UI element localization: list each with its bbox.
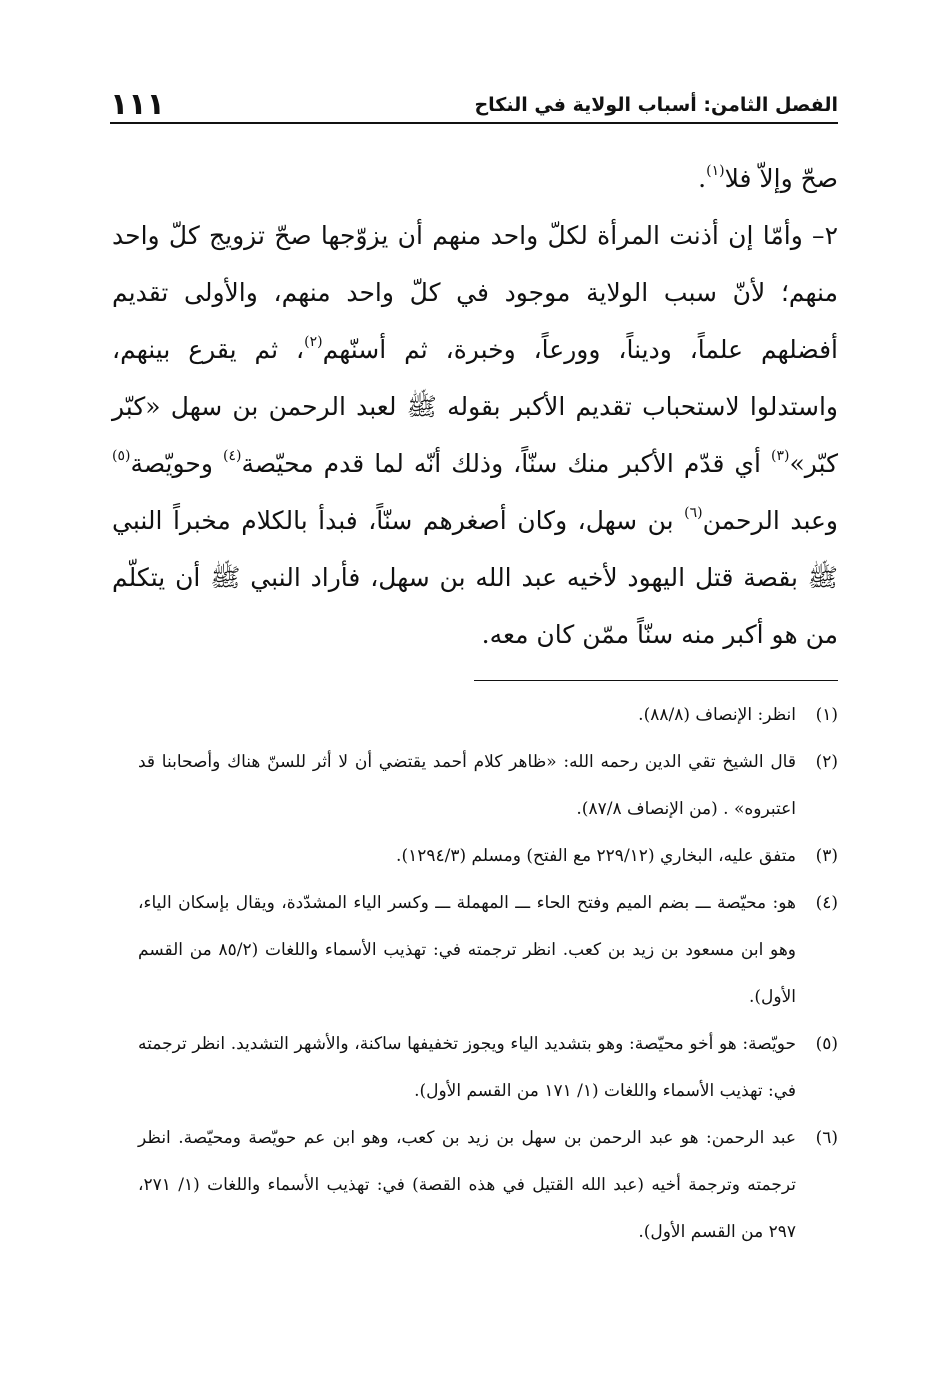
footnote-2 — [138, 739, 838, 833]
paragraph-2 — [112, 207, 838, 663]
page-number: ١١١ — [110, 87, 165, 122]
footnote-number: (٤) — [815, 893, 838, 913]
footnote-number: (٣) — [815, 846, 838, 866]
paragraph-2-part-e: وعبد الرحمن — [702, 506, 839, 535]
footnote-4 — [138, 880, 838, 1021]
footnotes — [138, 692, 838, 1256]
footnote-ref-6: (٦) — [684, 505, 703, 521]
footnote-text: قال الشيخ تقي الدين رحمه الله: «ظاهر كلام أحمد يقتضي أن لا أثر للسنّ هناك وأصحابنا قد اعتبروه» . (من الإنصاف ٨٧/٨). — [138, 752, 796, 819]
main-text — [112, 150, 838, 663]
footnote-text: حويّصة: هو أخو محيّصة: وهو بتشديد الياء ويجوز تخفيفها ساكنة، والأشهر التشديد. انظر ترجمته في: تهذيب الأسماء واللغات (١/ ١٧١ من القسم الأول). — [138, 1034, 796, 1101]
footnote-ref-1: (١) — [706, 163, 725, 179]
running-title: الفصل الثامن: أسباب الولاية في النكاح — [474, 94, 838, 116]
paragraph-2-part-f: بن سهل، وكان أصغرهم سنّاً، فبدأ بالكلام مخبراً النبي ﷺ بقصة قتل اليهود لأخيه عبد الله بن سهل، فأراد النبي ﷺ أن يتكلّم من هو أكبر منه سنّاً ممّن كان معه. — [112, 506, 838, 649]
footnote-text: متفق عليه، البخاري (٢٢٩/١٢ مع الفتح) ومسلم (١٢٩٤/٣). — [396, 846, 796, 866]
footnote-ref-2: (٢) — [304, 334, 323, 350]
paragraph-1 — [112, 150, 838, 207]
page-header — [110, 82, 838, 124]
footnote-number: (٦) — [815, 1128, 838, 1148]
paragraph-1-end: . — [698, 164, 707, 193]
paragraph-2-part-c: أي قدّم الأكبر منك سنّاً، وذلك أنّه لما قدم محيّصة — [241, 449, 771, 478]
footnote-text: هو: محيّصة ـــ بضم الميم وفتح الحاء ـــ المهملة ـــ وكسر الياء المشدّدة، ويقال بإسكان الياء، وهو ابن مسعود بن زيد بن كعب. انظر ترجمته في: تهذيب الأسماء واللغات (٨٥/٢ من القسم الأول). — [138, 893, 796, 1007]
footnote-1 — [138, 692, 838, 739]
footnote-3 — [138, 833, 838, 880]
paragraph-2-part-d: وحويّصة — [130, 449, 223, 478]
paragraph-2-part-a: ٢– وأمّا إن أذنت المرأة لكلّ واحد منهم أن يزوّجها صحّ تزويج كلّ واحد منهم؛ لأنّ سبب الولاية موجود في كلّ واحد منهم، والأولى تقديم أفضلهم علماً، وديناً، وورعاً، وخبرة، ثم أسنّهم — [112, 221, 838, 364]
footnote-ref-5: (٥) — [112, 448, 131, 464]
footnote-number: (١) — [815, 705, 838, 725]
footnote-number: (٥) — [815, 1034, 838, 1054]
footnote-5 — [138, 1021, 838, 1115]
footnote-ref-3: (٣) — [770, 448, 790, 464]
paragraph-1-text: صحّ وإلاّ فلا — [724, 164, 838, 193]
footnote-number: (٢) — [815, 752, 838, 772]
footnote-6 — [138, 1115, 838, 1256]
paragraph-2-part-b: ، ثم يقرع بينهم، واستدلوا لاستحباب تقديم الأكبر بقوله ﷺ لعبد الرحمن بن سهل «كبّر كبّر» — [112, 335, 838, 478]
footnote-text: عبد الرحمن: هو عبد الرحمن بن سهل بن زيد بن كعب، وهو ابن عم حويّصة ومحيّصة. انظر ترجمته وترجمة أخيه (عبد الله القتيل في هذه القصة) في: تهذيب الأسماء واللغات (١/ ٢٧١، ٢٩٧ من القسم الأول). — [138, 1128, 796, 1242]
footnote-ref-4: (٤) — [222, 448, 242, 464]
footnote-divider — [474, 680, 838, 681]
footnote-text: انظر: الإنصاف (٨٨/٨). — [638, 705, 796, 725]
